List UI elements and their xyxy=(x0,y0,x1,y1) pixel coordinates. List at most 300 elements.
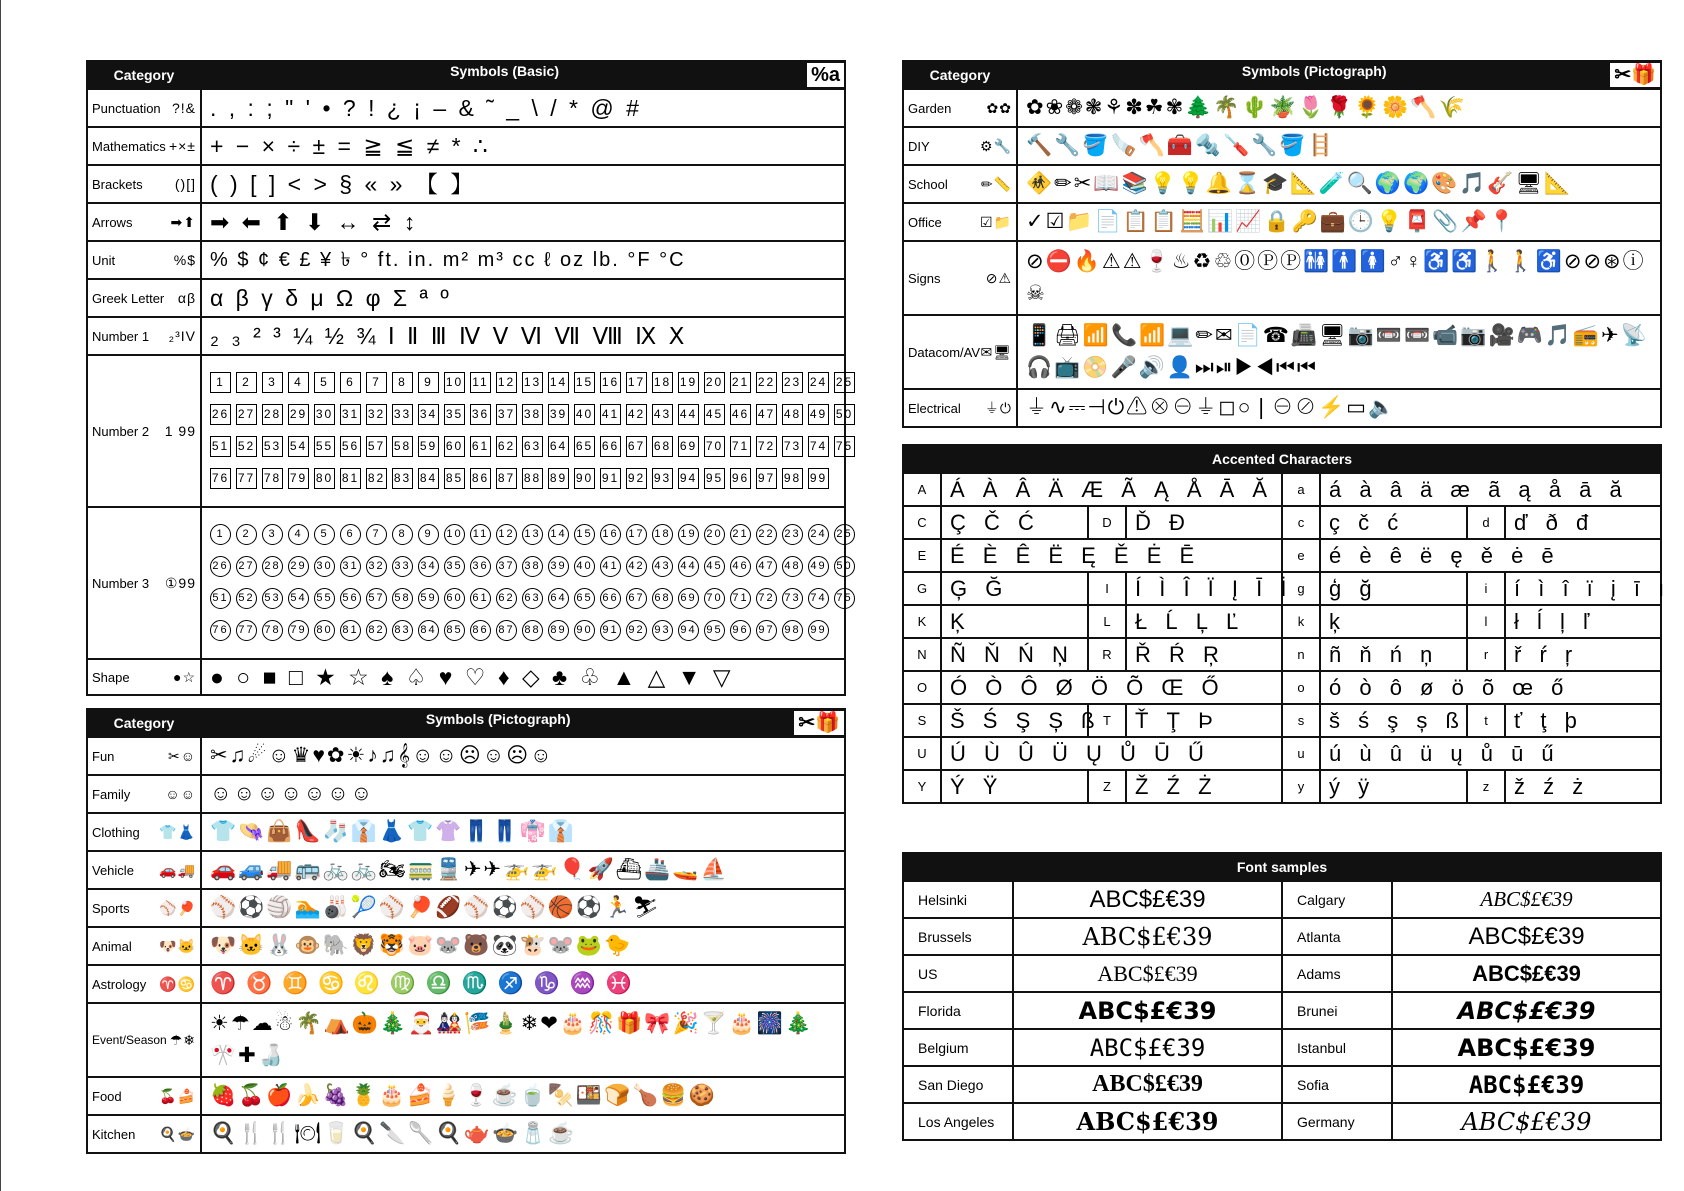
accented-rows xyxy=(903,473,1671,803)
font-name: Belgium xyxy=(903,1029,1013,1066)
header-title: Symbols (Pictograph) xyxy=(425,711,571,727)
boxed-number: 92 xyxy=(626,468,647,489)
circled-number: 85 xyxy=(444,620,465,641)
boxed-number: 73 xyxy=(782,436,803,457)
font-row xyxy=(903,1066,1661,1103)
boxed-number: 69 xyxy=(678,436,699,457)
boxed-number: 58 xyxy=(392,436,413,457)
letter-label: S xyxy=(903,704,941,737)
category-label: Sports xyxy=(92,900,130,916)
category-unit xyxy=(87,241,201,279)
datacom-av-icon: ✉🖥 xyxy=(980,343,1012,360)
boxed-number: 52 xyxy=(236,436,257,457)
circled-number: 60 xyxy=(444,588,465,609)
symbols-punctuation: . , : ; " ' • ? ! ¿ ¡ – & ˜ _ \ / * @ # xyxy=(201,89,845,127)
boxed-number: 40 xyxy=(574,404,595,425)
symbols-number1: ₂ ₃ ² ³ ¼ ½ ¾ Ⅰ Ⅱ Ⅲ Ⅳ Ⅴ Ⅵ Ⅶ Ⅷ Ⅸ Ⅹ xyxy=(201,317,845,355)
accented-letters: Á À Â Ä Æ Ã Ą Å Ā Ă xyxy=(941,473,1282,506)
circled-number: 36 xyxy=(470,556,491,577)
font-sample: ABC$£€39 xyxy=(1013,992,1282,1029)
accented-letters: š ś ş ș ß xyxy=(1320,704,1467,737)
letter-label: z xyxy=(1467,770,1505,803)
letter-label: Z xyxy=(1088,770,1126,803)
kitchen-icon: 🍳🍲 xyxy=(159,1125,196,1142)
category-school xyxy=(903,165,1017,203)
circled-number: 92 xyxy=(626,620,647,641)
boxed-number: 42 xyxy=(626,404,647,425)
boxed-number: 7 xyxy=(366,372,387,393)
letter-label: t xyxy=(1467,704,1505,737)
category-sports xyxy=(87,889,201,927)
font-name: Florida xyxy=(903,992,1013,1029)
accented-letters: ģ ğ xyxy=(1320,572,1467,605)
category-electrical xyxy=(903,389,1017,427)
letter-label: N xyxy=(903,638,941,671)
letter-label: G xyxy=(903,572,941,605)
symbols-shape: ● ○ ■ □ ★ ☆ ♠ ♤ ♥ ♡ ♦ ◇ ♣ ♧ ▲ △ ▼ ▽ xyxy=(201,659,845,695)
header-category: Category xyxy=(903,61,1017,89)
boxed-number: 12 xyxy=(496,372,517,393)
circled-number: 78 xyxy=(262,620,283,641)
boxed-number: 88 xyxy=(522,468,543,489)
letter-label: e xyxy=(1282,539,1320,572)
fun-icon: ✂☺ xyxy=(167,747,196,764)
boxed-number-row xyxy=(210,367,854,399)
letter-label: u xyxy=(1282,737,1320,770)
category-datacom-av xyxy=(903,315,1017,389)
letter-label: o xyxy=(1282,671,1320,704)
boxed-number: 86 xyxy=(470,468,491,489)
symbols-greek: α β γ δ μ Ω φ Σ ª º xyxy=(201,279,845,317)
circled-number: 67 xyxy=(626,588,647,609)
category-label: Number 3 xyxy=(92,575,150,591)
letter-label: U xyxy=(903,737,941,770)
boxed-number: 61 xyxy=(470,436,491,457)
boxed-number: 23 xyxy=(782,372,803,393)
scissors-gift-icon: ✂🎁 xyxy=(1610,63,1660,87)
boxed-number: 21 xyxy=(730,372,751,393)
accented-letters: í ì î ï į ī ı xyxy=(1505,572,1661,605)
accented-letters: é è ê ë ę ě ė ē xyxy=(1320,539,1661,572)
circled-number: 98 xyxy=(782,620,803,641)
symbols-vehicle: 🚗🚙🚚🚌🚲🚲🏍🚃🚆✈✈🚁🚁🎈🚀⛴🚢🚤⛵ xyxy=(201,851,845,889)
boxed-number: 4 xyxy=(288,372,309,393)
boxed-number: 91 xyxy=(600,468,621,489)
scissors-gift-icon: ✂🎁 xyxy=(794,711,844,735)
font-name: Atlanta xyxy=(1282,918,1392,955)
category-label: Electrical xyxy=(908,400,961,416)
family-icon: ☺☺ xyxy=(165,786,196,802)
font-row xyxy=(903,992,1661,1029)
accented-row xyxy=(903,638,1661,671)
symbols-mathematics: + − × ÷ ± = ≧ ≦ ≠ * ∴ xyxy=(201,127,845,165)
boxed-number: 43 xyxy=(652,404,673,425)
letter-label: c xyxy=(1282,506,1320,539)
boxed-number: 96 xyxy=(730,468,751,489)
symbols-brackets: ( ) [ ] < > § « » 【 】 xyxy=(201,165,845,203)
circled-number: 15 xyxy=(574,524,595,545)
boxed-number: 37 xyxy=(496,404,517,425)
boxed-number: 2 xyxy=(236,372,257,393)
accented-letters: Ř Ŕ Ŗ xyxy=(1126,638,1282,671)
boxed-number: 16 xyxy=(600,372,621,393)
circled-number: 90 xyxy=(574,620,595,641)
circled-number: 35 xyxy=(444,556,465,577)
circled-number: 44 xyxy=(678,556,699,577)
boxed-number: 18 xyxy=(652,372,673,393)
boxed-number: 50 xyxy=(834,404,855,425)
astrology-icon: ♈♋ xyxy=(159,975,196,992)
boxed-number-grid xyxy=(210,367,854,495)
boxed-number: 27 xyxy=(236,404,257,425)
symbols-sports: ⚾⚽🏐🏊🎳🎾⚾🏓🏈⚾⚽⚾🏀⚽🏃⛷ xyxy=(201,889,845,927)
accented-row xyxy=(903,506,1661,539)
circled-number: 59 xyxy=(418,588,439,609)
font-row xyxy=(903,881,1661,918)
boxed-number: 32 xyxy=(366,404,387,425)
circled-number: 42 xyxy=(626,556,647,577)
food-icon: 🍒🍰 xyxy=(159,1087,196,1104)
symbols-electrical: ⏚∿⎓⊣⏻⚠⊗⊖⏚◻○❘⊖⊘⚡▭🔈 xyxy=(1017,389,1661,427)
circled-number: 62 xyxy=(496,588,517,609)
letter-label: L xyxy=(1088,605,1126,638)
boxed-number: 28 xyxy=(262,404,283,425)
accented-letters: É È Ê Ë Ę Ě Ė Ē xyxy=(941,539,1282,572)
boxed-number: 15 xyxy=(574,372,595,393)
category-label: Number 1 xyxy=(92,328,150,344)
circled-number: 6 xyxy=(340,524,361,545)
circled-number: 3 xyxy=(262,524,283,545)
circled-number: 77 xyxy=(236,620,257,641)
unit-icon: %$ xyxy=(173,252,196,268)
category-kitchen xyxy=(87,1115,201,1153)
boxed-number: 65 xyxy=(574,436,595,457)
accented-letters: ř ŕ ŗ xyxy=(1505,638,1661,671)
letter-label: E xyxy=(903,539,941,572)
circled-number: 16 xyxy=(600,524,621,545)
category-label: Vehicle xyxy=(92,862,134,878)
circled-number: 1 xyxy=(210,524,231,545)
boxed-number: 64 xyxy=(548,436,569,457)
circled-number-row xyxy=(210,551,853,583)
letter-label: i xyxy=(1467,572,1505,605)
category-clothing xyxy=(87,813,201,851)
circled-number: 99 xyxy=(808,620,829,641)
boxed-number: 25 xyxy=(834,372,855,393)
category-label: Family xyxy=(92,786,131,802)
letter-label: r xyxy=(1467,638,1505,671)
category-label: School xyxy=(908,176,948,192)
accented-letters: Í Ì Î Ï Į Ī İ xyxy=(1126,572,1282,605)
circled-number: 27 xyxy=(236,556,257,577)
sports-icon: ⚾🏓 xyxy=(159,899,196,916)
category-label: Mathematics xyxy=(92,138,166,154)
boxed-number: 89 xyxy=(548,468,569,489)
category-label: Animal xyxy=(92,938,132,954)
font-sample: ABC$£€39 xyxy=(1013,918,1282,955)
circled-number: 21 xyxy=(730,524,751,545)
symbols-kitchen: 🍳🍴🍴🍽🥛🍳🔪🥄🍳🫖🍲🧂☕ xyxy=(201,1115,845,1153)
circled-number: 12 xyxy=(496,524,517,545)
header-accented: Accented Characters xyxy=(903,445,1661,473)
header-font-samples: Font samples xyxy=(903,853,1661,881)
category-label: Event/Season xyxy=(92,1033,167,1047)
circled-number: 63 xyxy=(522,588,543,609)
boxed-number: 5 xyxy=(314,372,335,393)
category-label: Kitchen xyxy=(92,1126,136,1142)
category-label: Astrology xyxy=(92,976,147,992)
boxed-number: 34 xyxy=(418,404,439,425)
boxed-number: 87 xyxy=(496,468,517,489)
circled-number: 73 xyxy=(782,588,803,609)
circled-number: 81 xyxy=(340,620,361,641)
circled-number: 22 xyxy=(756,524,777,545)
circled-number: 61 xyxy=(470,588,491,609)
letter-label: a xyxy=(1282,473,1320,506)
letter-label: Y xyxy=(903,770,941,803)
boxed-number: 48 xyxy=(782,404,803,425)
number1-icon: ₂³IV xyxy=(168,328,196,344)
boxed-number: 9 xyxy=(418,372,439,393)
font-row xyxy=(903,918,1661,955)
accented-row xyxy=(903,770,1661,803)
symbols-family: ☺☺☺☺☺☺☺ xyxy=(201,775,845,813)
accented-letters: ç č ć xyxy=(1320,506,1467,539)
letter-label: I xyxy=(1088,572,1126,605)
diy-icon: ⚙🔧 xyxy=(980,137,1012,154)
category-animal xyxy=(87,927,201,965)
letter-label: g xyxy=(1282,572,1320,605)
font-name: Helsinki xyxy=(903,881,1013,918)
category-garden xyxy=(903,89,1017,127)
symbols-office: ✓☑📁📄📋📋🧮📊📈🔒🔑💼🕒💡📮📎📌📍 xyxy=(1017,203,1661,241)
circled-number-grid xyxy=(210,519,853,647)
accented-letters: ú ù û ü ų ů ū ű xyxy=(1320,737,1661,770)
boxed-number: 80 xyxy=(314,468,335,489)
boxed-number: 13 xyxy=(522,372,543,393)
circled-number: 84 xyxy=(418,620,439,641)
category-astrology xyxy=(87,965,201,1003)
circled-number: 83 xyxy=(392,620,413,641)
boxed-number: 97 xyxy=(756,468,777,489)
letter-label: s xyxy=(1282,704,1320,737)
circled-number: 46 xyxy=(730,556,751,577)
math-icon: +×± xyxy=(168,138,196,154)
symbols-school: 🚸✏✂📖📚💡💡🔔⌛🎓📐🧪🔍🌍🌍🎨🎵🎸🖥📐 xyxy=(1017,165,1661,203)
letter-label: D xyxy=(1088,506,1126,539)
font-sample: ABC$£€39 xyxy=(1392,1103,1661,1140)
category-label: Arrows xyxy=(92,214,133,230)
boxed-number: 66 xyxy=(600,436,621,457)
boxed-number: 81 xyxy=(340,468,361,489)
circled-number: 72 xyxy=(756,588,777,609)
boxed-number: 93 xyxy=(652,468,673,489)
circled-number: 68 xyxy=(652,588,673,609)
category-mathematics xyxy=(87,127,201,165)
symbols-animal: 🐶🐱🐰🐵🐘🦁🐯🐷🐭🐻🐼🐮🐭🐸🐤 xyxy=(201,927,845,965)
circled-number: 75 xyxy=(834,588,855,609)
category-number2 xyxy=(87,355,201,507)
circled-number: 41 xyxy=(600,556,621,577)
boxed-number: 1 xyxy=(210,372,231,393)
category-label: DIY xyxy=(908,138,930,154)
circled-number: 23 xyxy=(782,524,803,545)
circled-number: 54 xyxy=(288,588,309,609)
circled-number: 29 xyxy=(288,556,309,577)
circled-number: 33 xyxy=(392,556,413,577)
circled-number: 51 xyxy=(210,588,231,609)
symbols-unit: % $ ¢ € £ ¥ ৳ ° ft. in. m² m³ cc ℓ oz lb. °F °C xyxy=(201,241,845,279)
circled-number: 49 xyxy=(808,556,829,577)
category-shape xyxy=(87,659,201,695)
circled-number: 74 xyxy=(808,588,829,609)
boxed-number: 44 xyxy=(678,404,699,425)
font-sample: ABC$£€39 xyxy=(1392,992,1661,1029)
boxed-number-row xyxy=(210,399,854,431)
boxed-number: 35 xyxy=(444,404,465,425)
font-sample: ABC$£€39 xyxy=(1013,1029,1282,1066)
circled-number: 58 xyxy=(392,588,413,609)
letter-label: y xyxy=(1282,770,1320,803)
font-row xyxy=(903,955,1661,992)
boxed-number: 29 xyxy=(288,404,309,425)
circled-number: 82 xyxy=(366,620,387,641)
boxed-number: 47 xyxy=(756,404,777,425)
circled-number: 10 xyxy=(444,524,465,545)
font-samples-table xyxy=(902,852,1662,1141)
circled-number: 65 xyxy=(574,588,595,609)
font-name: Calgary xyxy=(1282,881,1392,918)
circled-number: 70 xyxy=(704,588,725,609)
letter-label: K xyxy=(903,605,941,638)
category-label: Punctuation xyxy=(92,100,161,116)
category-brackets xyxy=(87,165,201,203)
boxed-number: 79 xyxy=(288,468,309,489)
garden-icon: ✿✿ xyxy=(986,99,1012,116)
header-symbols-pictograph xyxy=(1017,61,1661,89)
category-label: Signs xyxy=(908,270,941,286)
circled-number: 66 xyxy=(600,588,621,609)
font-sample: ABC$£€39 xyxy=(1013,1066,1282,1103)
boxed-number: 77 xyxy=(236,468,257,489)
electrical-icon: ⏚⏻ xyxy=(984,400,1012,416)
symbols-diy: 🔨🔧🪣🪚🪓🧰🔩🪛🔧🪣🪜 xyxy=(1017,127,1661,165)
font-name: Istanbul xyxy=(1282,1029,1392,1066)
circled-number: 52 xyxy=(236,588,257,609)
circled-number: 30 xyxy=(314,556,335,577)
circled-number: 69 xyxy=(678,588,699,609)
boxed-number: 22 xyxy=(756,372,777,393)
shape-icon: ●☆ xyxy=(172,668,196,685)
boxed-number: 63 xyxy=(522,436,543,457)
circled-number: 71 xyxy=(730,588,751,609)
accented-row xyxy=(903,572,1661,605)
boxed-number: 36 xyxy=(470,404,491,425)
boxed-number: 56 xyxy=(340,436,361,457)
boxed-number: 74 xyxy=(808,436,829,457)
symbols-astrology: ♈ ♉ ♊ ♋ ♌ ♍ ♎ ♏ ♐ ♑ ♒ ♓ xyxy=(201,965,845,1003)
percent-alpha-icon: %a xyxy=(807,63,844,87)
font-name: Adams xyxy=(1282,955,1392,992)
circled-number: 39 xyxy=(548,556,569,577)
boxed-number: 98 xyxy=(782,468,803,489)
boxed-number: 10 xyxy=(444,372,465,393)
font-sample: ABC$£€39 xyxy=(1392,881,1661,918)
letter-label: n xyxy=(1282,638,1320,671)
boxed-number: 70 xyxy=(704,436,725,457)
circled-number: 8 xyxy=(392,524,413,545)
circled-number: 97 xyxy=(756,620,777,641)
category-punctuation xyxy=(87,89,201,127)
accented-letters: á à â ä æ ã ą å ā ă xyxy=(1320,473,1661,506)
boxed-number: 72 xyxy=(756,436,777,457)
boxed-number-icon: 1 99 xyxy=(164,423,196,439)
accented-letters: ķ xyxy=(1320,605,1467,638)
pictograph-left-table xyxy=(86,708,846,1154)
circled-number: 38 xyxy=(522,556,543,577)
boxed-number: 84 xyxy=(418,468,439,489)
accented-row xyxy=(903,473,1661,506)
accented-letters: Š Ś Ş Ș ß xyxy=(941,704,1088,737)
circled-number: 79 xyxy=(288,620,309,641)
category-arrows xyxy=(87,203,201,241)
category-label: Brackets xyxy=(92,176,143,192)
boxed-number: 59 xyxy=(418,436,439,457)
boxed-number: 3 xyxy=(262,372,283,393)
boxed-number: 78 xyxy=(262,468,283,489)
letter-label: k xyxy=(1282,605,1320,638)
boxed-number: 94 xyxy=(678,468,699,489)
boxed-number-row xyxy=(210,431,854,463)
font-sample: ABC$£€39 xyxy=(1392,1029,1661,1066)
category-fun xyxy=(87,737,201,775)
letter-label: R xyxy=(1088,638,1126,671)
accented-characters-table xyxy=(902,444,1671,804)
accented-row xyxy=(903,539,1661,572)
category-family xyxy=(87,775,201,813)
font-name: Brunei xyxy=(1282,992,1392,1029)
font-sample: ABC$£€39 xyxy=(1013,881,1282,918)
font-name: Los Angeles xyxy=(903,1103,1013,1140)
boxed-number: 55 xyxy=(314,436,335,457)
circled-number: 57 xyxy=(366,588,387,609)
category-greek xyxy=(87,279,201,317)
circled-number: 95 xyxy=(704,620,725,641)
font-name: San Diego xyxy=(903,1066,1013,1103)
circled-number: 91 xyxy=(600,620,621,641)
arrows-icon: ➡⬆ xyxy=(170,213,196,230)
boxed-number: 49 xyxy=(808,404,829,425)
symbols-clothing: 👕👒👜👠🧦👔👗👕👚👖👖👘👔 xyxy=(201,813,845,851)
boxed-number: 54 xyxy=(288,436,309,457)
boxed-number: 51 xyxy=(210,436,231,457)
boxed-number: 39 xyxy=(548,404,569,425)
office-icon: ☑📁 xyxy=(980,213,1012,230)
circled-number: 40 xyxy=(574,556,595,577)
accented-letters: Ģ Ğ xyxy=(941,572,1088,605)
font-name: Germany xyxy=(1282,1103,1392,1140)
circled-number: 45 xyxy=(704,556,725,577)
circled-number: 4 xyxy=(288,524,309,545)
letter-label: l xyxy=(1467,605,1505,638)
accented-letters: Ž Ź Ż xyxy=(1126,770,1282,803)
boxed-number: 46 xyxy=(730,404,751,425)
circled-number: 94 xyxy=(678,620,699,641)
symbols-number2 xyxy=(201,355,854,507)
category-label: Greek Letter xyxy=(92,290,165,306)
boxed-number: 17 xyxy=(626,372,647,393)
boxed-number: 33 xyxy=(392,404,413,425)
